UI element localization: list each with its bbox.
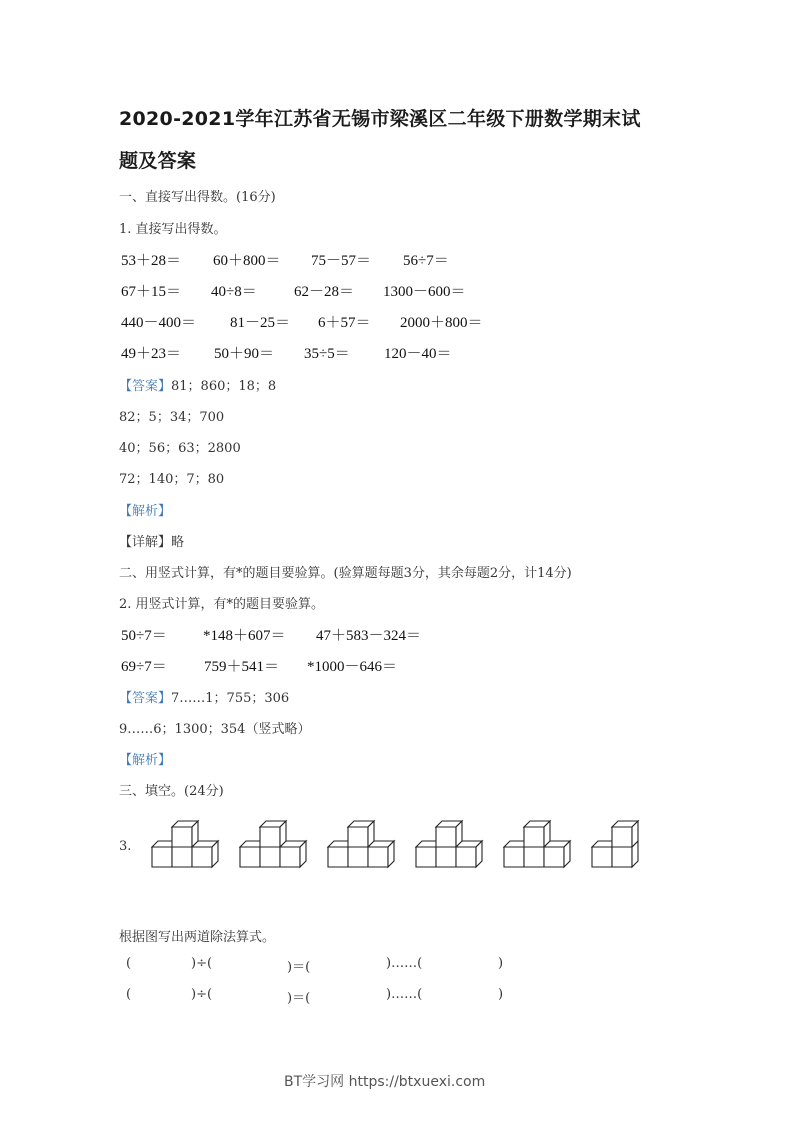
problem-1-4: 56÷7＝ [403,253,449,269]
blank-1-d: )……( [386,956,423,971]
blank-2-d: )……( [386,987,423,1002]
blank-1-a: ( [126,956,132,971]
vertical-problem-1-1: 50÷7＝ [121,628,167,644]
blank-2-b: )÷( [191,987,213,1002]
vertical-problem-1-3: 47＋583－324＝ [316,628,422,644]
blank-1-c: )＝( [287,960,311,975]
question-3-number: 3. [119,839,132,854]
problem-1-3: 75－57＝ [311,253,372,269]
cube-group-5 [504,820,570,870]
problem-4-4: 120－40＝ [384,346,452,362]
problem-3-1: 440－400＝ [121,315,197,331]
cube-figure [240,821,306,867]
answer-1-line1 [119,375,276,394]
answer-2-line2: 9……6；1300；354（竖式略） [119,722,311,737]
analysis-tag-1: 【解析】 [119,504,172,519]
section1-question: 1. 直接写出得数。 [119,222,227,237]
problem-2-4: 1300－600＝ [383,284,466,300]
footer-watermark: BT学习网 https://btxuexi.com [284,1074,486,1090]
cube-figure [416,821,482,867]
answer-1-line4: 72；140；7；80 [119,472,225,487]
cube-figure [152,821,218,867]
section2-question: 2. 用竖式计算，有*的题目要验算。 [119,597,325,612]
answer-2-line1 [119,687,289,706]
vertical-problem-2-2: 759＋541＝ [204,659,280,675]
problem-4-1: 49＋23＝ [121,346,182,362]
section1-heading: 一、直接写出得数。(16分) [119,190,276,205]
page-title-line2: 题及答案 [119,150,197,172]
cube-group-3 [328,820,394,870]
cube-figure [328,821,394,867]
answer-1-line3: 40；56；63；2800 [119,441,241,456]
detail-1 [119,531,184,550]
cube-figure [504,821,570,867]
answer-tag: 【答案】 [119,691,172,706]
vertical-problem-2-3: *1000－646＝ [307,659,398,675]
problem-2-2: 40÷8＝ [211,284,257,300]
section3-instruction: 根据图写出两道除法算式。 [119,930,276,945]
detail-tag: 【详解】 [119,535,172,550]
problem-1-2: 60＋800＝ [213,253,281,269]
answer-tag: 【答案】 [119,379,172,394]
vertical-problem-2-1: 69÷7＝ [121,659,167,675]
blank-2-c: )＝( [287,991,311,1006]
answer-1-line2: 82；5；34；700 [119,410,225,425]
cube-group-6 [592,820,642,870]
section3-heading: 三、填空。(24分) [119,784,224,799]
problem-2-1: 67＋15＝ [121,284,182,300]
problem-1-1: 53＋28＝ [121,253,182,269]
cube-figure [592,821,638,867]
blank-2-e: ) [498,987,504,1002]
cube-group-1 [152,820,218,870]
vertical-problem-1-2: *148＋607＝ [203,628,286,644]
problem-3-4: 2000＋800＝ [400,315,483,331]
cube-group-4 [416,820,482,870]
answer-text: 7……1；755；306 [171,691,290,706]
blank-2-a: ( [126,987,132,1002]
problem-4-2: 50＋90＝ [214,346,275,362]
answer-text: 81；860；18；8 [171,379,277,394]
problem-3-3: 6＋57＝ [318,315,371,331]
detail-text: 略 [171,535,185,550]
problem-4-3: 35÷5＝ [304,346,350,362]
blank-1-e: ) [498,956,504,971]
section2-heading: 二、用竖式计算，有*的题目要验算。(验算题每题3分，其余每题2分，计14分) [119,566,572,581]
blank-1-b: )÷( [191,956,213,971]
page-title-line1: 2020-2021学年江苏省无锡市梁溪区二年级下册数学期末试 [119,108,641,130]
cube-group-2 [240,820,306,870]
analysis-tag-2: 【解析】 [119,753,172,768]
problem-3-2: 81－25＝ [230,315,291,331]
problem-2-3: 62－28＝ [294,284,355,300]
